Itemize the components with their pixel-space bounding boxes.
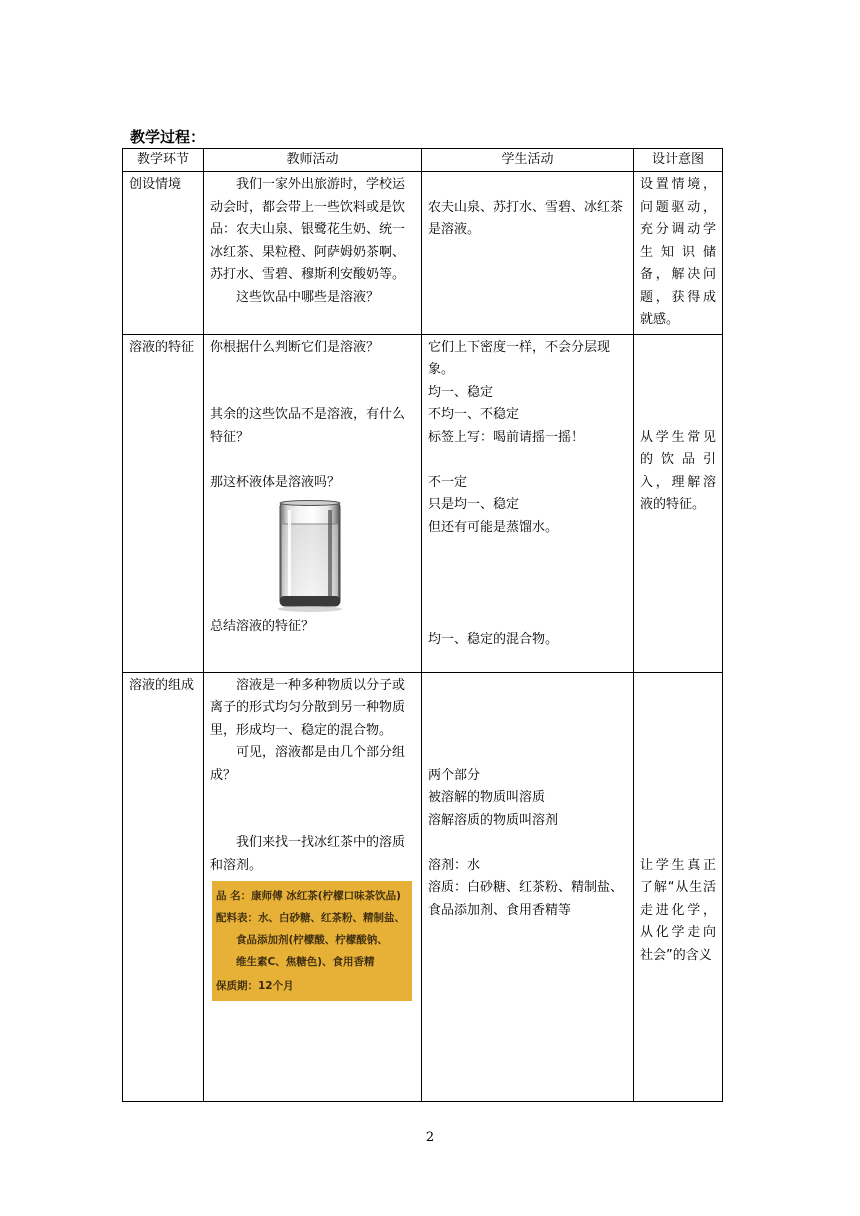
student-cell: [422, 334, 634, 672]
section-title: 教学过程：: [130, 128, 206, 146]
teacher-text: 总结溶液的特征？: [210, 619, 315, 634]
teacher-text: 溶液是一种多种物质以分子或离子的形式均匀分散到另一种物质里，形成均一、稳定的混合物。: [210, 677, 406, 738]
stage-cell: [123, 672, 204, 1101]
student-text: 溶剂：水: [428, 857, 481, 873]
header-stage: 教学环节: [123, 149, 204, 172]
label-line-2: 配料表：水、白砂糖、红茶粉、精制盐、: [216, 912, 405, 924]
intent-text: 让学生真正了解“从生活走进化学，从化学走向社会”的含义: [640, 857, 716, 963]
student-text: 溶质：白砂糖、红茶粉、精制盐、食品添加剂、食用香精等: [428, 880, 624, 918]
student-text: 农夫山泉、苏打水、雪碧、冰红茶是溶液。: [428, 199, 624, 237]
student-text: 标签上写：喝前请摇一摇！: [428, 429, 585, 445]
teacher-text: 那这杯液体是溶液吗？: [210, 474, 341, 490]
teacher-text: 你根据什么判断它们是溶液？: [210, 339, 380, 355]
teacher-text: 我们来找一找冰红茶中的溶质和溶剂。: [210, 835, 406, 873]
intent-text: 设置情境，问题驱动，充分调动学生知识储备，解决问题，获得成就感。: [640, 177, 716, 327]
teacher-text: 这些饮品中哪些是溶液？: [236, 289, 380, 305]
student-text: 被溶解的物质叫溶质: [428, 790, 546, 805]
student-text: 不一定: [428, 474, 468, 490]
teacher-text: 可见，溶液都是由几个部分组成？: [210, 745, 406, 783]
header-student: 学生活动: [422, 149, 634, 172]
student-cell: [422, 172, 634, 335]
page-number: 2: [425, 1130, 435, 1145]
intent-cell: [634, 172, 723, 335]
header-intent: 设计意图: [634, 149, 723, 172]
teacher-cell: [204, 672, 422, 1101]
stage-text: 创设情境: [129, 177, 182, 192]
teacher-text: 其余的这些饮品不是溶液，有什么特征？: [210, 407, 406, 445]
table-row: [123, 334, 723, 672]
label-line-1: 品 名：康师傅 冰红茶(柠檬口味茶饮品): [216, 890, 401, 902]
lesson-plan-table: [122, 148, 723, 1102]
table-header-row: [123, 149, 723, 172]
label-line-4: 维生素C、焦糖色)、食用香精: [236, 956, 375, 968]
header-teacher: 教师活动: [204, 149, 422, 172]
student-text: 均一、稳定的混合物。: [428, 632, 559, 647]
stage-cell: [123, 172, 204, 335]
intent-cell: [634, 672, 723, 1101]
intent-text: 从学生常见的饮品引入，理解溶液的特征。: [640, 429, 716, 512]
student-text: 均一、稳定: [428, 384, 494, 400]
stage-cell: [123, 334, 204, 672]
label-line-5: 保质期：12个月: [216, 980, 294, 992]
stage-text: 溶液的组成: [129, 677, 195, 693]
label-line-3: 食品添加剂(柠檬酸、柠檬酸钠、: [236, 934, 388, 946]
iced-tea-label-photo: [212, 881, 412, 1001]
teacher-cell: [204, 172, 422, 335]
student-text: 两个部分: [428, 767, 481, 783]
teacher-cell: [204, 334, 422, 672]
student-cell: [422, 672, 634, 1101]
student-text: 只是均一、稳定: [428, 497, 520, 512]
stage-text: 溶液的特征: [129, 339, 195, 355]
intent-cell: [634, 334, 723, 672]
table-row: [123, 172, 723, 335]
student-text: 但还有可能是蒸馏水。: [428, 519, 559, 535]
student-text: 溶解溶质的物质叫溶剂: [428, 812, 559, 828]
student-text: 它们上下密度一样，不会分层现象。: [428, 339, 611, 377]
glass-of-liquid-image: [210, 496, 415, 614]
table-row: [123, 672, 723, 1101]
student-text: 不均一、不稳定: [428, 407, 520, 422]
teacher-text: 我们一家外出旅游时，学校运动会时，都会带上一些饮料或是饮品：农夫山泉、银鹭花生奶、统一冰红茶、果粒橙、阿萨姆奶茶啊、苏打水、雪碧、穆斯利安酸奶等。: [210, 177, 406, 282]
